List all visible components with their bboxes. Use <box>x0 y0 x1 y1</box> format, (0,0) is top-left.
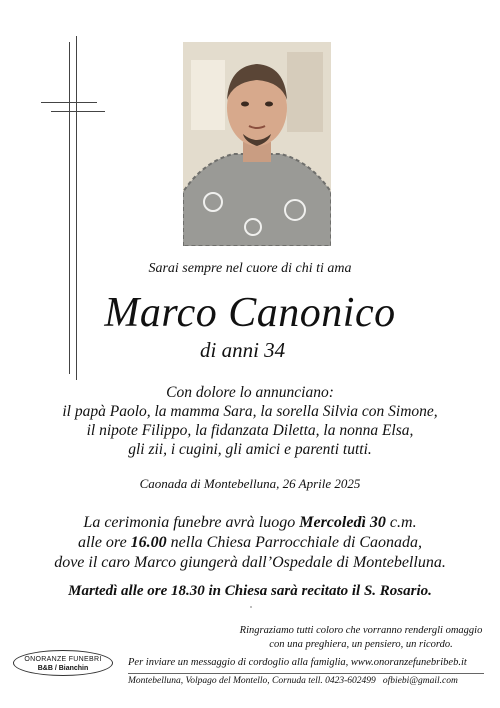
announcement <box>0 383 500 459</box>
portrait-illustration <box>183 42 331 246</box>
footer-contacts <box>128 676 458 686</box>
rosary-notice: Martedì alle ore 18.30 in Chiesa sarà recitato il S. Rosario. <box>68 583 432 599</box>
ceremony-text: La cerimonia funebre avrà luogo <box>83 514 300 531</box>
ceremony-text: nella Chiesa Parrocchiale di Caonada, <box>166 534 423 551</box>
place-date: Caonada di Montebelluna, 26 Aprile 2025 <box>139 476 361 491</box>
ceremony-details <box>0 513 500 573</box>
ceremony-time: 16.00 <box>130 534 167 551</box>
announcement-line: il nipote Filippo, la fidanzata Diletta, la nonna Elsa, <box>86 422 414 439</box>
logo-line: ONORANZE FUNEBRI <box>24 656 102 663</box>
logo-line: B&B / Bianchin <box>37 665 89 672</box>
ceremony-line: dove il caro Marco giungerà dall’Ospedale di Montebelluna. <box>54 554 446 571</box>
ceremony-line <box>0 513 500 533</box>
thanks-line: con una preghiera, un pensiero, un ricordo. <box>269 639 453 650</box>
announcement-line: il papà Paolo, la mamma Sara, la sorella Silvia con Simone, <box>62 403 438 420</box>
ceremony-text: alle ore <box>77 534 131 551</box>
condolence-message-info: Per inviare un messaggio di cordoglio alla famiglia, www.onoranzefunebribeb.it <box>128 657 467 668</box>
thanks-line: Ringraziamo tutti coloro che vorranno rendergli omaggio <box>239 625 483 636</box>
ceremony-day: Mercoledì 30 <box>299 514 386 531</box>
divider-dot <box>250 606 252 608</box>
cross-horizontal-line <box>51 111 105 112</box>
portrait-photo <box>183 42 331 246</box>
ceremony-line <box>0 533 500 553</box>
footer-divider <box>128 673 484 674</box>
footer-email: ofbiebi@gmail.com <box>382 676 458 686</box>
announcement-line: Con dolore lo annunciano: <box>166 384 334 401</box>
deceased-name: Marco Canonico <box>104 290 396 336</box>
ceremony-text: c.m. <box>385 514 417 531</box>
thanks-note <box>230 624 492 652</box>
footer-address: Montebelluna, Volpago del Montello, Cornuda tell. 0423-602499 <box>128 676 376 686</box>
announcement-line: gli zii, i cugini, gli amici e parenti tutti. <box>128 441 372 458</box>
cross-horizontal-line <box>41 102 97 103</box>
funeral-home-logo <box>13 650 113 676</box>
motto: Sarai sempre nel cuore di chi ti ama <box>148 261 352 276</box>
deceased-age: di anni 34 <box>200 338 286 362</box>
